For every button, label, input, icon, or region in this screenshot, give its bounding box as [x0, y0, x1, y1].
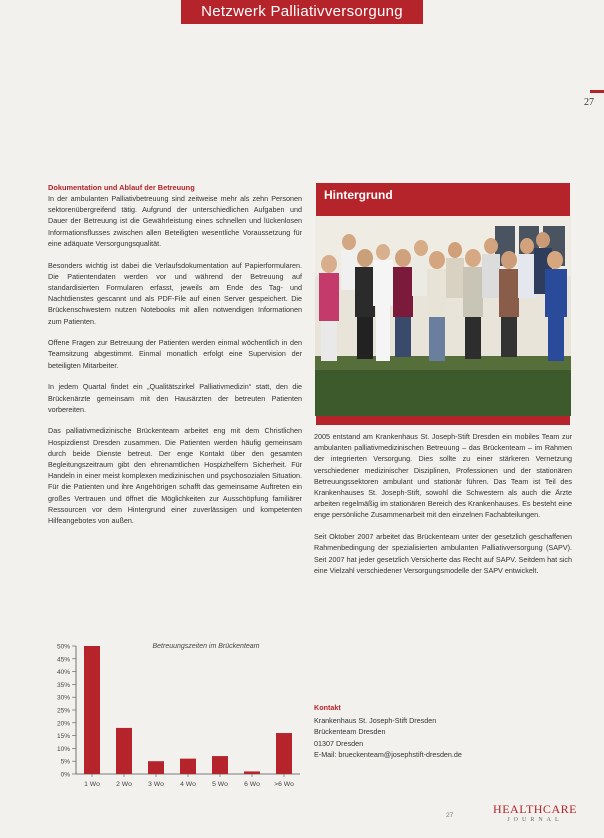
contact-heading: Kontakt [314, 703, 341, 712]
section-banner: Netzwerk Palliativversorgung [181, 0, 423, 24]
paragraph: 2005 entstand am Krankenhaus St. Joseph-Stift Dresden ein mobiles Team zur ambulanten palliativmedizinischen Betreuung – das Brückenteam – im Rahmen der integrierten Versorgung. Dies sollte zu einer stärkeren Vernetzung verschiedener medizinischer Disziplinen, Professionen und der stationären Betreuungssektoren ambulant und stationär führen. Das Team ist Teil des Krankenhauses St. Joseph-Stift, sowohl die Schwestern als auch die Ärzte arbeiten regelmäßig im stationären Bereich des Krankenhauses. Es besteht eine enge persönliche Zusammenarbeit mit den einzelnen Fachabteilungen. [314, 432, 572, 520]
y-tick-label: 35% [56, 681, 70, 689]
contact-line: Krankenhaus St. Joseph-Stift Dresden [314, 716, 437, 726]
contact-email: E-Mail: brueckenteam@josephstift-dresden.de [314, 749, 462, 759]
y-tick-label: 25% [56, 707, 70, 715]
bar [116, 728, 132, 774]
right-column [314, 431, 572, 586]
paragraph: Besonders wichtig ist dabei die Verlaufsdokumentation auf Papierformularen. Die Patientendaten werden vor und während der Betreuung auf standardisierten Formularen erfasst, jeweils am Ende des Tag- und Nachtdienstes gescannt und als PDF-File auf einen Server gespeichert. Die Brückenschwestern nutzen Notebooks mit allen notwendigen Informationen zum Patienten. [48, 260, 302, 326]
y-tick-label: 30% [56, 694, 70, 702]
y-tick-label: 10% [56, 745, 70, 753]
y-tick-label: 15% [56, 733, 70, 741]
footer-page-number: 27 [446, 812, 454, 819]
x-tick-label: 2 Wo [116, 781, 132, 788]
y-tick-label: 20% [56, 720, 70, 728]
y-tick-label: 50% [56, 643, 70, 651]
x-tick-label: 6 Wo [244, 781, 260, 788]
paragraph: Das palliativmedizinische Brückenteam arbeitet eng mit dem Christlichen Hospizdienst Dresden zusammen. Die Patienten werden häufig gemeinsam durch beide Dienste betreut. Der enge Kontakt über den gesamten Begleitungszeitraum gibt den ehrenamtlichen Hospizhelfern Sicherheit. Für Handeln in einer meist komplexen medizinischen und psychosozialen Situation. Für die Patienten und ihre Angehörigen schafft das gemeinsame Auftreten ein großes Vertrauen und öffnet die Möglichkeiten zur Ausschöpfung familiärer Ressourcen vor dem Hintergrund einer zuverlässigen und kompetenten Hilfeangebotes von außen. [48, 426, 302, 526]
contact-block [314, 702, 572, 760]
bar [244, 771, 260, 774]
chart-background [40, 632, 305, 798]
contact-line: 01307 Dresden [314, 738, 364, 748]
x-tick-label: 4 Wo [180, 781, 196, 788]
bar [276, 733, 292, 774]
section-heading: Dokumentation und Ablauf der Betreuung [48, 183, 195, 192]
logo-text-main: HEALTHCARE [493, 802, 577, 816]
paragraph: Offene Fragen zur Betreuung der Patienten werden einmal wöchentlich in den Teamsitzung abgestimmt. Einmal monatlich erfolgt eine Supervision der beteiligten Mitarbeiter. [48, 338, 302, 370]
bar [212, 756, 228, 774]
paragraph: Seit Oktober 2007 arbeitet das Brückenteam unter der gesetzlich geschaffenen Rahmenbedingung der spezialisierten ambulanten Palliativversorgung (SAPV). Seit 2007 hat jeder gesetzlich Versicherte das Recht auf SAPV. Seitdem hat sich eine Vielzahl verschiedener Versorgungsmodelle der SAPV entwickelt. [314, 532, 572, 575]
chart-title: Betreuungszeiten im Brückenteam [152, 643, 260, 650]
bar [148, 761, 164, 774]
y-tick-label: 5% [60, 758, 70, 766]
x-tick-label: >6 Wo [274, 781, 294, 788]
contact-line: Brückenteam Dresden [314, 727, 386, 737]
x-tick-label: 1 Wo [84, 781, 100, 788]
y-tick-label: 45% [56, 656, 70, 664]
infobox-heading: Hintergrund [324, 188, 393, 202]
page-number: 27 [584, 97, 594, 108]
paragraph: In der ambulanten Palliativbetreuung sind zeitweise mehr als zehn Personen sektorenübergreifend tätig. Aufgrund der unterschiedlichen Aufgaben und Dauer der Betreuung ist die Gewährleistung eines schnellen und lückenlosen Informationsflusses zwischen allen Beteiligten wesentliche Voraussetzung für eine adäquate Versorgungsqualität. [48, 194, 302, 248]
x-tick-label: 3 Wo [148, 781, 164, 788]
left-column [48, 183, 302, 537]
edge-marker [590, 90, 604, 93]
y-tick-label: 0% [60, 771, 70, 779]
y-tick-label: 40% [56, 669, 70, 677]
bar [84, 646, 100, 774]
team-photo [315, 216, 571, 416]
care-duration-chart [40, 632, 305, 798]
healthcare-journal-logo [492, 802, 578, 823]
paragraph: In jedem Quartal findet ein „Qualitätszirkel Palliativmedizin“ statt, den die Brückenärzte gemeinsam mit den Hausärzten der betreuten Patienten vorbereiten. [48, 382, 302, 414]
chart-svg [40, 632, 305, 798]
logo-text-sub: JOURNAL [507, 817, 563, 823]
x-tick-label: 5 Wo [212, 781, 228, 788]
bar [180, 759, 196, 774]
